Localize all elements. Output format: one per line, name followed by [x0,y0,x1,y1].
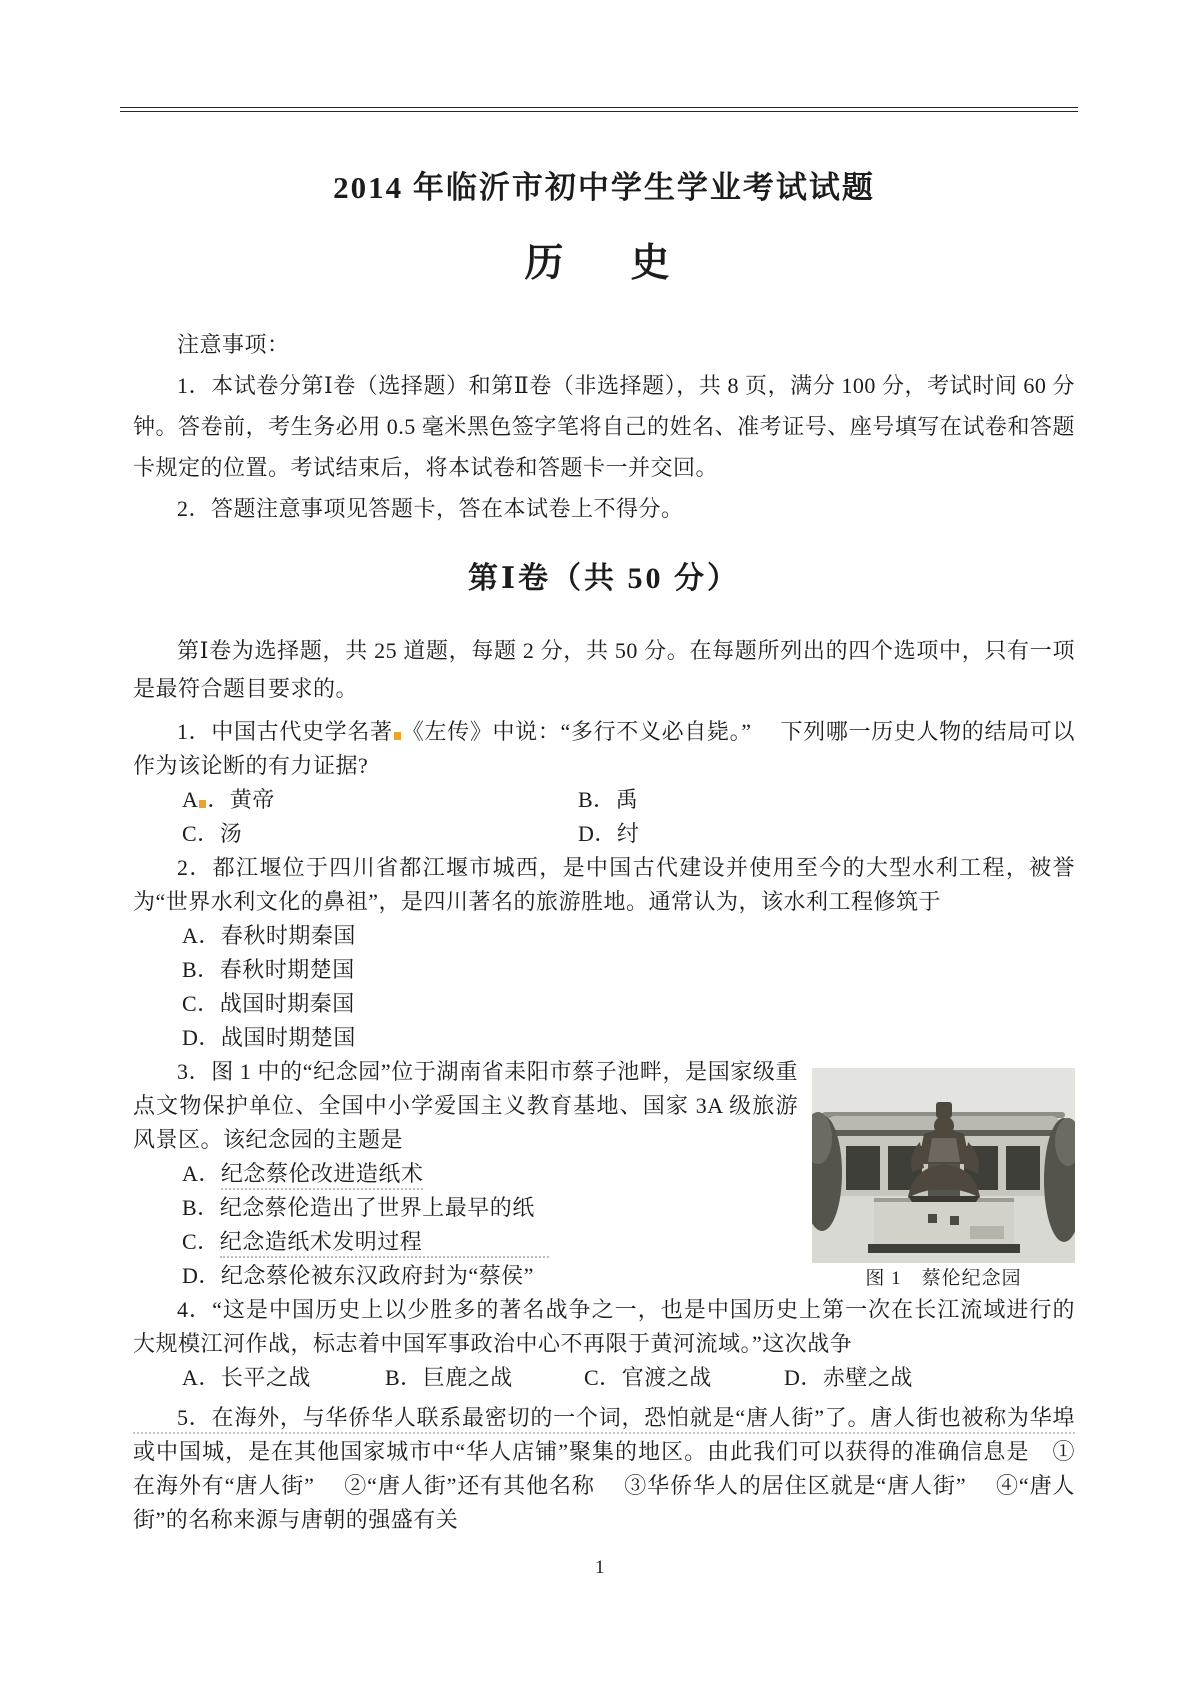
question-4-option-a [182,1361,379,1395]
question-3-text: 3．图 1 中的“纪念园”位于湖南省耒阳市蔡子池畔，是国家级重点文物保护单位、全国中小学爱国主义教育基地、国家 3A 级旅游风景区。该纪念园的主题是 [133,1059,798,1152]
option-label: C． [182,821,220,846]
question-5 [133,1401,1075,1537]
option-label: B． [182,1195,220,1220]
option-text: 纣 [616,821,640,846]
option-label: C． [182,1229,220,1254]
question-4-option-d [784,1365,913,1390]
option-label: C． [182,991,220,1016]
option-text: 战国时期楚国 [220,1025,356,1050]
notice-item-2: 2．答题注意事项见答题卡，答在本试卷上不得分。 [177,496,684,521]
option-text: 纪念造纸术发明过程 [220,1229,550,1258]
option-text: 巨鹿之战 [422,1365,513,1390]
option-label: B． [182,957,220,982]
dotted-underline [133,1432,1075,1434]
question-4-option-c [584,1361,778,1395]
option-text: 战国时期秦国 [219,991,355,1016]
question-1-options-row-2 [133,817,1075,851]
figure-1-caption: 图 1 蔡伦纪念园 [865,1268,1022,1289]
option-label: A． [182,1161,221,1186]
yellow-mark-icon [199,800,206,808]
option-label: C． [584,1365,622,1390]
question-1-option-b [578,787,638,812]
question-2-option-d [133,1021,1075,1055]
exam-title: 2014 年临沂市初中学生学业考试试题 [333,170,875,205]
option-label: D． [182,1025,221,1050]
option-label: D． [784,1365,823,1390]
option-label: A [182,787,199,812]
figure-1 [812,1068,1075,1290]
question-2 [133,851,1075,1055]
option-label: D． [578,821,617,846]
notice-label: 注意事项： [177,332,290,357]
question-1-text [133,715,1075,783]
question-4-option-b [385,1361,578,1395]
option-text: 纪念蔡伦造出了世界上最早的纸 [219,1195,535,1220]
question-1-option-a [182,783,572,817]
option-label: B． [385,1365,423,1390]
option-text: 纪念蔡伦改进造纸术 [221,1161,424,1190]
option-label: A． [182,923,221,948]
cai-lun-statue-photo [812,1068,1075,1263]
section-1-intro: 第Ⅰ卷为选择题，共 25 道题，每题 2 分，共 50 分。在每题所列出的四个选项中，只有一项是最符合题目要求的。 [133,638,1075,701]
question-1-text-post: 《左传》中说：“多行不义必自毙。” 下列哪一历史人物的结局可以作为该论断的有力证据? [133,719,1075,778]
option-label: B． [578,787,616,812]
option-text: 禹 [615,787,639,812]
option-text: 长平之战 [220,1365,311,1390]
option-label: ． [207,787,230,812]
option-text: 赤壁之战 [822,1365,913,1390]
notice-section [133,324,1075,529]
page-content [133,0,1075,1537]
option-text: 官渡之战 [621,1365,712,1390]
option-text: 春秋时期秦国 [220,923,356,948]
yellow-mark-icon [394,732,401,740]
option-text: 汤 [219,821,243,846]
option-label: D． [182,1263,221,1288]
option-text: 纪念蔡伦被东汉政府封为“蔡侯” [220,1263,534,1288]
question-1-options-row-1 [133,783,1075,817]
option-text: 黄帝 [229,787,275,812]
question-3 [133,1055,1075,1293]
question-1 [133,715,1075,851]
page-number: 1 [595,1557,605,1578]
question-1-option-c [182,817,572,851]
pedestal [868,1198,1020,1253]
question-4-text: 4．“这是中国历史上以少胜多的著名战争之一，也是中国历史上第一次在长江流域进行的大规模江河作战，标志着中国军事政治中心不再限于黄河流域。”这次战争 [133,1297,1075,1356]
question-2-option-b [133,953,1075,987]
question-2-option-a [133,919,1075,953]
question-1-text-pre: 1．中国古代史学名著 [177,719,393,744]
option-label: A． [182,1365,221,1390]
notice-item-1: 1．本试卷分第Ⅰ卷（选择题）和第Ⅱ卷（非选择题），共 8 页，满分 100 分，考试时间 60 分钟。答卷前，考生务必用 0.5 毫米黑色签字笔将自己的姓名、准考证号、座号填写在试卷和答题卡规定的位置。考试结束后，将本试卷和答题卡一并交回。 [133,373,1075,480]
section-1-heading: 第Ⅰ卷（共 50 分） [467,562,741,595]
question-2-option-c [133,987,1075,1021]
exam-subject: 历 史 [524,242,684,285]
option-text: 春秋时期楚国 [219,957,355,982]
question-4-options-row [133,1361,1075,1395]
question-5-text: 5．在海外，与华侨华人联系最密切的一个词，恐怕就是“唐人街”了。唐人街也被称为华埠或中国城，是在其他国家城市中“华人店铺”聚集的地区。由此我们可以获得的准确信息是 ①在海外有“唐人街” ②“唐人街”还有其他名称 ③华侨华人的居住区就是“唐人街” ④“唐人街”的名称来源与唐朝的强盛有关 [133,1405,1075,1532]
question-4 [133,1293,1075,1395]
question-1-option-d [578,821,639,846]
question-2-text: 2．都江堰位于四川省都江堰市城西，是中国古代建设并使用至今的大型水利工程，被誉为“世界水利文化的鼻祖”，是四川著名的旅游胜地。通常认为，该水利工程修筑于 [133,855,1075,914]
